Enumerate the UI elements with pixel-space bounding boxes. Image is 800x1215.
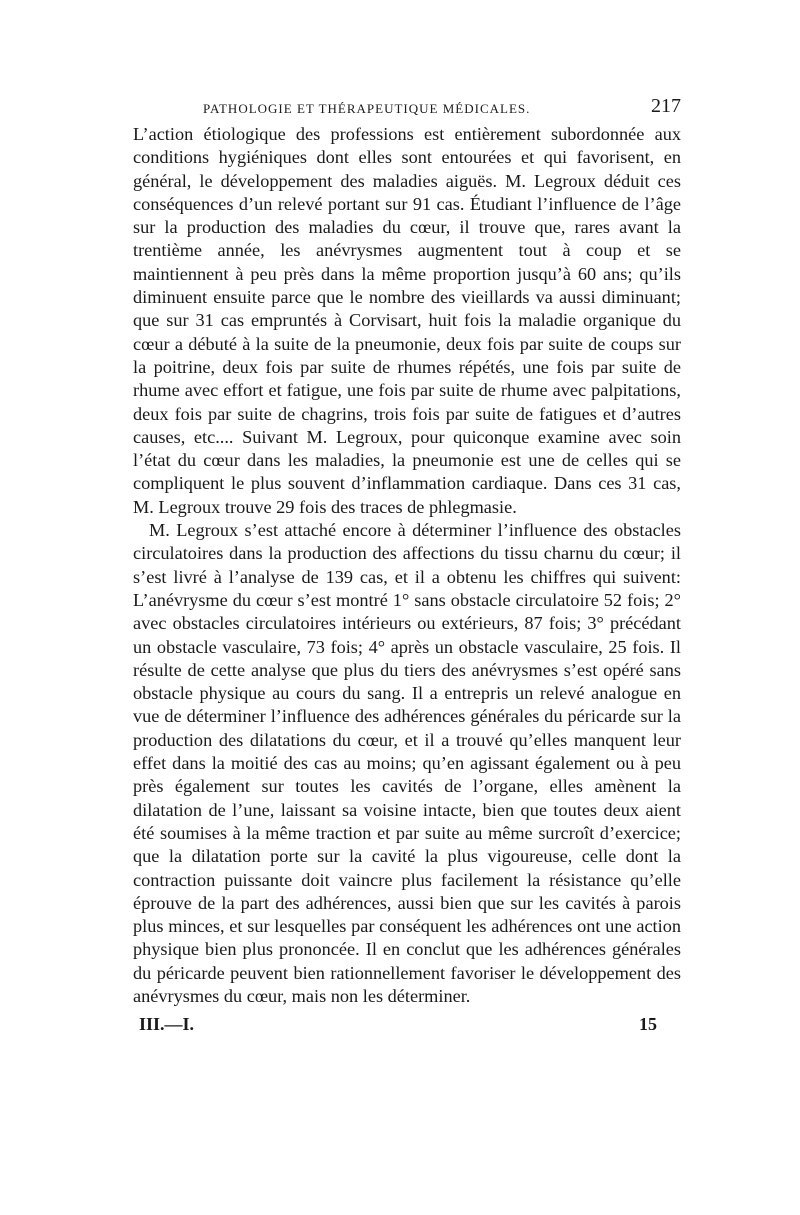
running-title: PATHOLOGIE ET THÉRAPEUTIQUE MÉDICALES. <box>203 101 531 116</box>
book-page <box>133 95 681 1095</box>
paragraph-1: L’action étiologique des professions est entièrement subordonnée aux conditions hygiéniques dont elles sont entourées et qui favorisent, en général, le développement des maladies aiguës. M. Legroux déduit ces conséquences d’un relevé portant sur 91 cas. Étudiant l’influence de l’âge sur la production des maladies du cœur, il trouve que, rares avant la trentième année, les anévrysmes augmentent tout à coup et se maintiennent à peu près dans la même proportion jusqu’à 60 ans; qu’ils diminuent ensuite parce que le nombre des vieillards va aussi diminuant; que sur 31 cas empruntés à Corvisart, huit fois la maladie organique du cœur a débuté à la suite de la pneumonie, deux fois par suite de coups sur la poitrine, deux fois par suite de rhumes répétés, une fois par suite de rhume avec effort et fatigue, une fois par suite de rhume avec palpitations, deux fois par suite de chagrins, trois fois par suite de fatigues et d’autres causes, etc.... Suivant M. Legroux, pour quiconque examine avec soin l’état du cœur dans les maladies, la pneumonie est une de celles qui se compliquent le plus souvent d’inflammation cardiaque. Dans ces 31 cas, M. Legroux trouve 29 fois des traces de phlegmasie. <box>133 124 681 517</box>
body-text <box>133 123 681 1008</box>
signature-mark: III.—I. <box>139 1014 195 1035</box>
page-number: 217 <box>651 95 681 117</box>
page-header <box>133 95 681 123</box>
page-footer <box>133 1014 681 1038</box>
paragraph-2: M. Legroux s’est attaché encore à déterminer l’influence des obstacles circulatoires dans la production des affections du tissu charnu du cœur; il s’est livré à l’analyse de 139 cas, et il a obtenu les chiffres qui suivent: L’anévrysme du cœur s’est montré 1° sans obstacle circulatoire 52 fois; 2° avec obstacles circulatoires intérieurs ou extérieurs, 87 fois; 3° précédant un obstacle vasculaire, 73 fois; 4° après un obstacle vasculaire, 25 fois. Il résulte de cette analyse que plus du tiers des anévrysmes s’est opéré sans obstacle physique au cours du sang. Il a entrepris un relevé analogue en vue de déterminer l’influence des adhérences générales du péricarde sur la production des dilatations du cœur, et il a trouvé qu’elles manquent leur effet dans la moitié des cas au moins; qu’en agissant également ou à peu près également sur toutes les cavités de l’organe, elles amènent la dilatation de l’une, laissant sa voisine intacte, bien que toutes deux aient été soumises à la même traction et par suite au même surcroît d’exercice; que la dilatation porte sur la cavité la plus vigoureuse, celle dont la contraction puissante doit vaincre plus facilement la résistance qu’elle éprouve de la part des adhérences, aussi bien que sur les cavités à parois plus minces, et sur lesquelles par conséquent les adhérences ont une action physique bien plus prononcée. Il en conclut que les adhérences générales du péricarde peuvent bien rationnellement favoriser le développement des anévrysmes du cœur, mais non les déterminer. <box>133 520 681 1006</box>
sheet-number: 15 <box>639 1014 657 1035</box>
